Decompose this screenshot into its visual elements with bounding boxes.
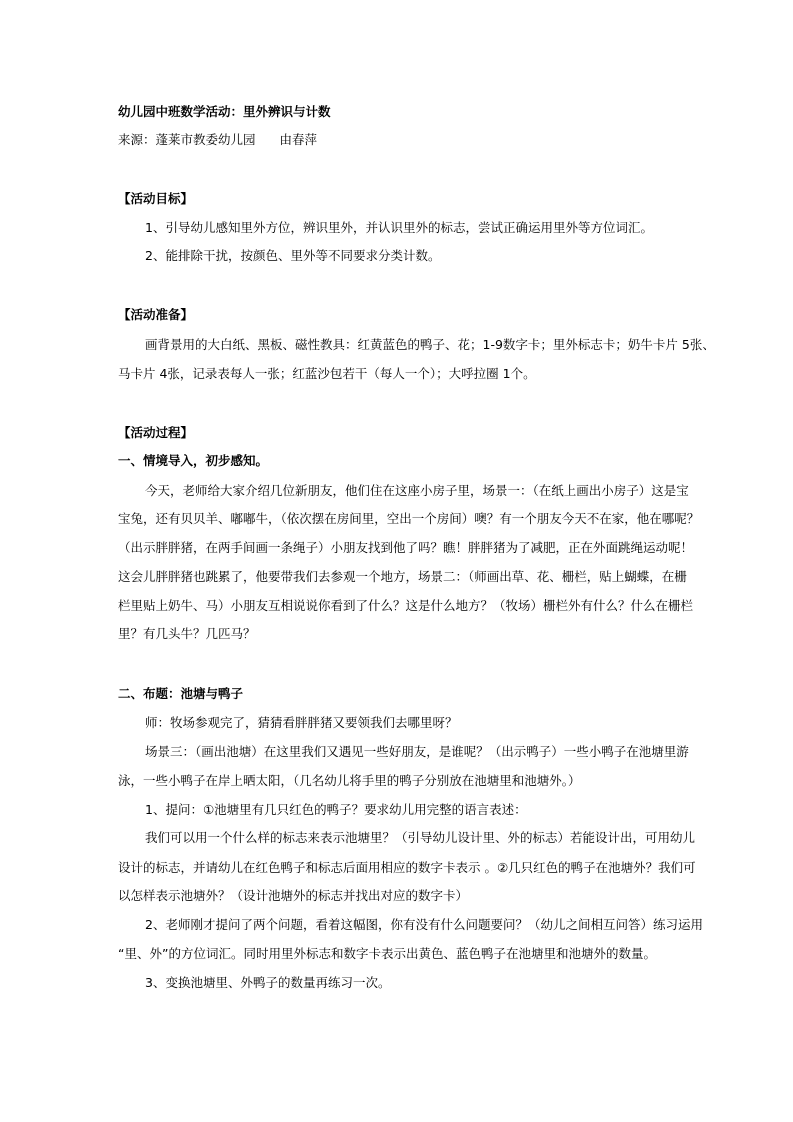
process-heading: 【活动过程】	[118, 425, 194, 440]
section2-line: 泳，一些小鸭子在岸上晒太阳，（几名幼儿将手里的鸭子分别放在池塘里和池塘外。）	[118, 773, 581, 788]
document-title: 幼儿园中班数学活动：里外辨识与计数	[118, 104, 331, 119]
goals-heading: 【活动目标】	[118, 191, 194, 206]
section2-line: 设计的标志，并请幼儿在红色鸭子和标志后面用相应的数字卡表示 。②几只红色的鸭子在池塘外？我们可	[118, 860, 696, 875]
section1-line: 今天，老师给大家介绍几位新朋友，他们住在这座小房子里，场景一：（在纸上画出小房子）这是宝	[145, 483, 689, 498]
source-line	[118, 132, 317, 148]
source-label: 来源：蓬莱市教委幼儿园	[118, 132, 256, 147]
prep-line: 画背景用的大白纸、黑板、磁性教具：红黄蓝色的鸭子、花；1-9数字卡；里外标志卡；奶牛卡片 5张、	[145, 337, 715, 352]
section2-line: “里、外”的方位词汇。同时用里外标志和数字卡表示出黄色、蓝色鸭子在池塘里和池塘外的数量。	[118, 946, 656, 961]
section2-line: 2、老师刚才提问了两个问题，看着这幅图，你有没有什么问题要问？（幼儿之间相互问答）练习运用	[145, 917, 703, 932]
section1-line: 里？有几头牛？几匹马？	[118, 626, 256, 641]
source-author: 由春萍	[279, 132, 318, 147]
section2-line: 场景三：（画出池塘）在这里我们又遇见一些好朋友，是谁呢？（出示鸭子）一些小鸭子在池塘里游	[145, 744, 689, 759]
section1-heading: 一、情境导入，初步感知。	[118, 453, 269, 468]
goal-item: 1、引导幼儿感知里外方位，辨识里外，并认识里外的标志，尝试正确运用里外等方位词汇。	[145, 220, 653, 235]
section2-line: 3、变换池塘里、外鸭子的数量再练习一次。	[145, 975, 391, 990]
section1-line: 这会儿胖胖猪也跳累了，他要带我们去参观一个地方，场景二：（师画出草、花、栅栏，贴上蝴蝶，在栅	[118, 569, 687, 584]
section1-line: （出示胖胖猪，在两手间画一条绳子）小朋友找到他了吗？瞧！胖胖猪为了减肥，正在外面跳绳运动呢！	[118, 540, 694, 555]
section2-line: 我们可以用一个什么样的标志来表示池塘里？（引导幼儿设计里、外的标志）若能设计出，可用幼儿	[145, 830, 696, 845]
section2-heading: 二、布题：池塘与鸭子	[118, 686, 244, 701]
section2-line: 师：牧场参观完了，猜猜看胖胖猪又要领我们去哪里呀？	[145, 715, 458, 730]
section1-line: 栏里贴上奶牛、马）小朋友互相说说你看到了什么？这是什么地方？（牧场）栅栏外有什么？什么在栅栏	[118, 598, 694, 613]
section2-line: 1、提问：①池塘里有几只红色的鸭子？要求幼儿用完整的语言表述：	[145, 802, 527, 817]
goal-item: 2、能排除干扰，按颜色、里外等不同要求分类计数。	[145, 248, 441, 263]
prep-heading: 【活动准备】	[118, 307, 194, 322]
section2-line: 以怎样表示池塘外？（设计池塘外的标志并找出对应的数字卡）	[118, 888, 469, 903]
prep-line: 马卡片 4张，记录表每人一张；红蓝沙包若干（每人一个）；大呼拉圈 1个。	[118, 366, 536, 381]
section1-line: 宝兔，还有贝贝羊、嘟嘟牛，（依次摆在房间里，空出一个房间）噢？有一个朋友今天不在家，他在哪呢？	[118, 511, 700, 526]
